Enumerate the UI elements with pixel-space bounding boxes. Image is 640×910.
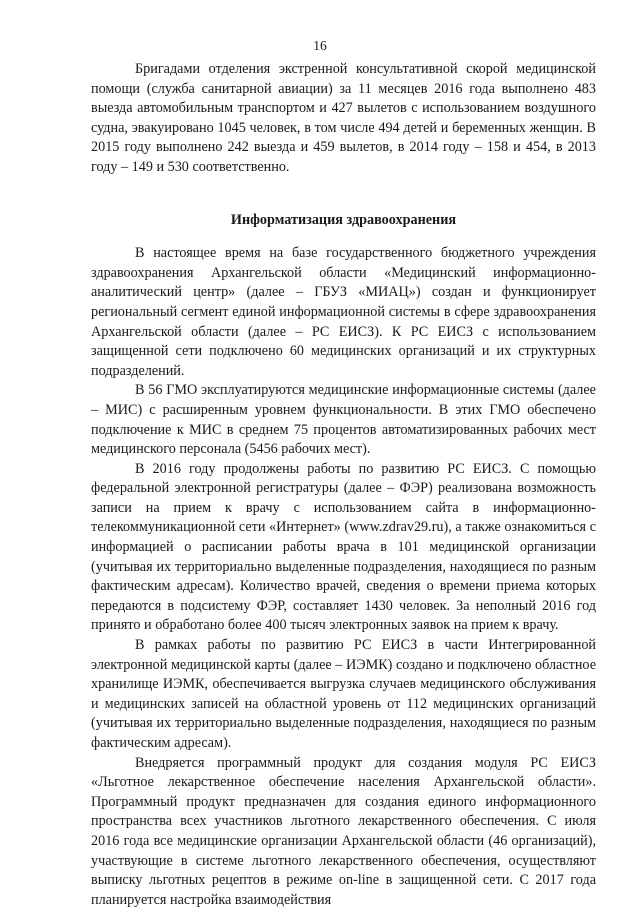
paragraph-miac: В настоящее время на базе государственного бюджетного учреждения здравоохранения Архангельской области «Медицинский информационно-аналитический центр» (далее – ГБУЗ «МИАЦ») создан и функционирует региональный сегмент единой информационной системы в сфере здравоохранения Архангельской области (далее – РС ЕИСЗ). К РС ЕИСЗ с использованием защищенной сети подключено 60 медицинских организаций и их структурных подразделений. [91,245,596,379]
section-heading: Информатизация здравоохранения [230,211,457,228]
paragraph-lgoty: Внедряется программный продукт для создания модуля РС ЕИСЗ «Льготное лекарственное обеспечение населения Архангельской области». Программный продукт предназначен для создания единого информационного пространства всех участников льготного лекарственного обеспечения. С июля 2016 года все медицинские организации Архангельской области (46 организаций), участвующие в системе льготного лекарственного обеспечения, осуществляют выписку льготных рецептов в режиме on-line в защищенной сети. С 2017 года планируется настройка взаимодействия [91,754,596,908]
page-number: 16 [313,38,327,53]
paragraph-iemk: В рамках работы по развитию РС ЕИСЗ в части Интегрированной электронной медицинской карты (далее – ИЭМК) создано и подключено областное хранилище ИЭМК, обеспечивается выгрузка случаев медицинского обслуживания и медицинских записей на областной уровень от 112 медицинских организаций (учитывая их территориально выделенные подразделения, находящиеся по разным фактическим адресам). [91,637,596,751]
paragraph-fer: В 2016 году продолжены работы по развитию РС ЕИСЗ. С помощью федеральной электронной регистратуры (далее – ФЭР) реализована возможность записи на прием к врачу с использованием сайта в информационно-телекоммуникационной сети «Интернет» (www.zdrav29.ru), а также ознакомиться с информацией о расписании работы врача в 101 медицинской организации (учитывая их территориально выделенные подразделения, находящиеся по разным фактическим адресам). Количество врачей, сведения о времени приема которых передаются в подсистему ФЭР, составляет 1430 человек. За неполный 2016 год принято и обработано более 400 тысяч электронных заявок на прием к врачу. [91,460,596,634]
paragraph-mis: В 56 ГМО эксплуатируются медицинские информационные системы (далее – МИС) с расширенным уровнем функциональности. В этих ГМО обеспечено подключение к МИС в среднем 75 процентов автоматизированных рабочих мест медицинского персонала (5456 рабочих мест). [91,382,596,458]
paragraph-sanaviation: Бригадами отделения экстренной консультативной скорой медицинской помощи (служба санитарной авиации) за 11 месяцев 2016 года выполнено 483 выезда автомобильным транспортом и 427 вылетов с использованием воздушного судна, эвакуировано 1045 человек, в том числе 494 детей и беременных женщин. В 2015 году выполнено 242 выезда и 459 вылетов, в 2014 году – 158 и 454, в 2013 году – 149 и 530 соответственно. [91,61,596,175]
page-content [91,60,596,910]
